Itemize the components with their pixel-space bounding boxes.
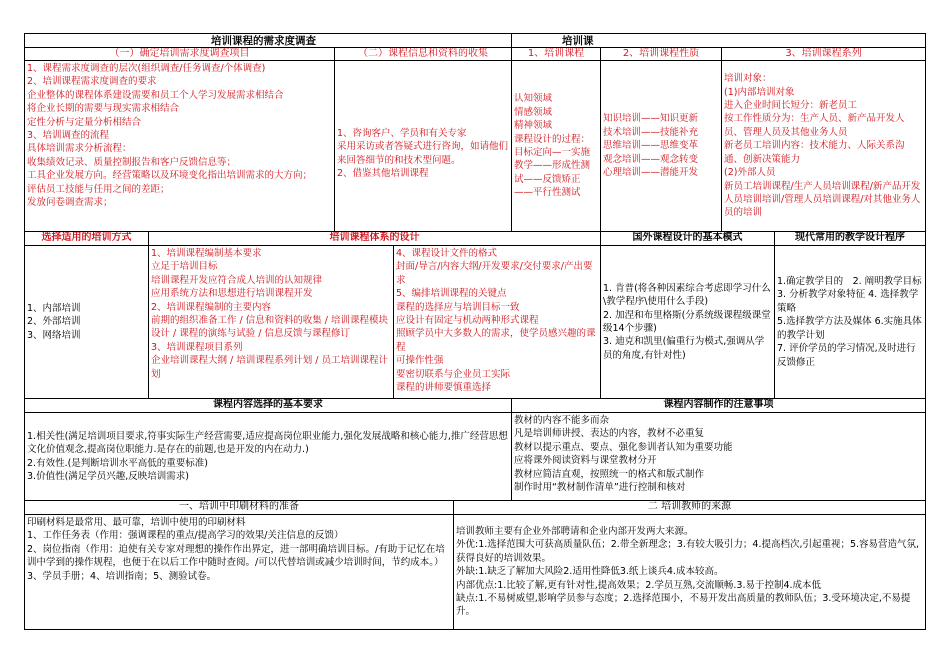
course-content <box>511 60 601 232</box>
series-item: (2)外部人员 <box>724 167 776 179</box>
nature-item: 技术培训——技能补充 <box>603 126 699 138</box>
method-item: 1、内部培训 <box>27 302 81 314</box>
subheader-needs-items: （一）确定培训需求度调查项目 <box>24 47 335 61</box>
series-content <box>721 60 926 232</box>
series-item: 新员工培训课程/生产人员培训课程/新产品开发人员培训培训/管理人员培训课程/对其他业务人员的培训 <box>724 180 921 219</box>
print-item: 印刷材料是最常用、最可靠，培训中使用的印刷材料 <box>27 517 246 528</box>
needs-item: 3、培训调查的流程 <box>27 130 110 142</box>
teachers-item: 外缺:1.缺乏了解加大风险2.适用性降低3.纸上谈兵4.成本较高。 <box>456 566 724 578</box>
notes-item: 制作时用“教材制作清单”进行控制和核对 <box>514 482 686 494</box>
course-item: 精神领域 <box>514 120 553 132</box>
teachers-item: 缺点:1.不易树威望,影响学员参与态度；2.选择范围小，不易开发出高质量的教师队伍；3.受环境决定,不易提升。 <box>456 593 911 618</box>
print-item: 3、学员手册；4、培训指南；5、测验试卷。 <box>27 570 217 582</box>
needs-item: 工具企业发展方向。经营策略以及环境变化指出培训需求的大方向； <box>27 170 313 182</box>
system-right-item: 封面/导言/内容大纲/开发要求/交付要求/产出要求 <box>396 261 593 286</box>
subheader-course: 1、培训课程 <box>511 47 601 61</box>
modern-item: 7. 评价学员的学习情况,及时进行反馈修正 <box>777 343 916 368</box>
nature-item: 观念培训——观念转变 <box>603 153 699 165</box>
foreign-item: 1. 肯普(将各种因素综合考虑即学习什么\教学程序\使用什么手段) <box>603 282 771 308</box>
foreign-item: 3. 迪克和凯里(偏重行为模式,强调从学员的角度,有针对性) <box>603 336 765 361</box>
needs-item: 定性分析与定量分析相结合 <box>27 116 142 128</box>
course-item: 课程设计的过程：目标定向—一实施教学——形成性测试——反馈矫正——平行性测试 <box>514 133 591 199</box>
header-modern-procedure: 现代常用的教学设计程序 <box>774 231 926 246</box>
needs-item: 具体培训需求分析流程： <box>27 143 132 155</box>
needs-items-content <box>24 60 335 232</box>
system-left-item: 企业培训课程大纲 / 培训课程系列计划 / 员工培训课程计划 <box>151 355 388 380</box>
title-training-course <box>511 33 926 48</box>
system-right-item: 4、课程设计文件的格式 <box>396 248 498 259</box>
method-item: 3、网络培训 <box>27 329 81 341</box>
needs-item: 1、课程需求度调查的层次(组织调查/任务调查/个体调查) <box>27 63 266 74</box>
needs-item: 发放问卷调查需求； <box>27 197 113 209</box>
system-left-item: 培训课程开发应符合成人培训的认知规律 <box>151 274 323 286</box>
modern-item: 5.选择教学方法及媒体 6.实施具体的教学计划 <box>777 316 922 341</box>
series-item: 按工作性质分为：生产人员、新产品开发人员、管理人员及其他业务人员 <box>724 113 905 138</box>
collect-item: 采用采访或者答疑式进行咨询，如请他们来回答细节的和技术型问题。 <box>337 141 509 166</box>
subheader-series: 3、培训课程系列 <box>721 47 926 61</box>
foreign-content <box>600 245 775 399</box>
system-right-content <box>393 245 601 399</box>
series-item: 进入企业时间长短分：新老员工 <box>724 100 858 112</box>
system-right-item: 课程的选择应与培训目标一致 <box>396 301 520 313</box>
system-left-item: 前期的组织准备工作 / 信息和资料的收集 / 培训课程模块设计 / 课程的演练与试验 / 信息反馈与课程修订 <box>151 315 388 340</box>
system-left-item: 立足于培训目标 <box>151 261 218 273</box>
title-needs-survey <box>24 33 512 48</box>
system-right-item: 可操作性强 <box>396 355 444 367</box>
print-content <box>24 514 454 630</box>
modern-item: 3. 分析教学对象特征 4. 选择教学策略 <box>777 289 919 314</box>
course-item: 认知领域 <box>514 93 553 105</box>
header-teacher-sources: 二 培训教师的来源 <box>453 500 926 515</box>
collect-content <box>334 60 512 232</box>
header-production-notes: 课程内容制作的注意事项 <box>511 398 926 413</box>
header-course-system: 培训课程体系的设计 <box>148 231 601 246</box>
header-print-materials: 一、培训中印刷材料的准备 <box>24 500 454 515</box>
course-item: 情感领域 <box>514 106 553 118</box>
system-left-item: 3、培训课程项目系列 <box>151 341 243 353</box>
subheader-nature: 2、培训课程性质 <box>600 47 722 61</box>
foreign-item: 2. 加涅和布里格斯(分系统级课程级课堂级14个步骤) <box>603 309 771 334</box>
system-right-item: 课程的讲师要慎重选择 <box>396 382 492 394</box>
print-item: 1、工作任务表（作用：强调课程的重点/提高学习的效果/关注信息的反馈） <box>27 530 344 542</box>
notes-content <box>511 412 926 501</box>
notes-item: 凡是培训师讲授、表达的内容，教材不必重复 <box>514 428 705 440</box>
system-left-content <box>148 245 394 399</box>
system-right-item: 要密切联系与企业员工实际 <box>396 368 511 380</box>
system-left-item: 1、培训课程编制基本要求 <box>151 248 262 259</box>
system-left-item: 2、培训课程编制的主要内容 <box>151 301 272 313</box>
subheader-collect: （二）课程信息和资料的收集 <box>334 47 512 61</box>
title-training-course-text: 培训课 <box>562 35 594 47</box>
system-right-item: 5、编排培训课程的关键点 <box>396 288 507 300</box>
methods-content <box>24 245 149 399</box>
basic-item: 3.价值性(满足学员兴趣,反映培训需求) <box>27 470 189 482</box>
teachers-item: 内部优点:1.比较了解,更有针对性,提高效果；2.学员互熟,交流顺畅.3.易于控制4.成本低 <box>456 579 822 591</box>
basic-item: 2.有效性.(是判断培训水平高低的重要标准) <box>27 457 208 469</box>
needs-item: 企业整体的课程体系建设需要和员工个人学习发展需求相结合 <box>27 89 284 101</box>
system-right-item: 照顾学员中大多数人的需求，使学员感兴趣的课程 <box>396 328 596 353</box>
series-item: 培训对象： <box>724 73 772 85</box>
notes-item: 教材应简洁直观，按照统一的格式和版式制作 <box>514 468 705 480</box>
nature-content <box>600 60 722 232</box>
needs-item: 将企业长期的需要与现实需求相结合 <box>27 103 180 115</box>
teachers-item: 外优:1.选择范围大可获高质量队伍；2.带全新理念；3.有较大吸引力；4.提高档次,引起重视；5.容易营造气氛,获得良好的培训效果。 <box>456 539 920 564</box>
system-left-item: 应用系统方法和思想进行培训课程开发 <box>151 288 313 300</box>
teachers-content <box>453 514 926 630</box>
nature-item: 心理培训——潜能开发 <box>603 167 699 179</box>
title-needs-survey-text: 培训课程的需求度调查 <box>211 35 316 47</box>
series-item: (1)内部培训对象 <box>724 86 795 98</box>
notes-item: 教材的内容不能多而杂 <box>514 415 610 426</box>
basic-content <box>24 412 512 501</box>
system-right-item: 应设计有固定与机动两种形式课程 <box>396 315 539 327</box>
nature-item: 知识培训——知识更新 <box>603 113 699 125</box>
basic-item: 1.相关性(满足培训项目要求,符事实际生产经营需要,适应提高岗位职业能力,强化发展战略和核心能力,推广经营思想文化价值观念,提高岗位职能力.是存在的前题,也是开发的内在动力.) <box>27 430 508 456</box>
collect-item: 1、咨询客户、学员和有关专家 <box>337 127 467 139</box>
modern-item: 1.确定教学目的 2. 阐明教学目标 <box>777 276 922 288</box>
notes-item: 教材以提示重点、要点、强化参训者认知为重要功能 <box>514 441 733 453</box>
teachers-item: 培训教师主要有企业外部聘请和企业内部开发两大来源。 <box>456 526 694 537</box>
nature-item: 思维培训——思维变革 <box>603 140 699 152</box>
needs-item: 收集绩效记录、质量控制报告和客户反馈信息等； <box>27 156 237 168</box>
notes-item: 应将课外阅读资料与课堂教材分开 <box>514 455 657 467</box>
series-item: 新老员工培训内容：技术能力、人际关系沟通、创新决策能力 <box>724 140 905 165</box>
needs-item: 评估员工技能与任用之间的差距； <box>27 183 170 195</box>
header-basic-requirements: 课程内容选择的基本要求 <box>24 398 512 413</box>
print-item: 2、岗位指南（作用：迫使有关专家对理想的操作作出界定，进一部明确培训目标。/有助于记忆在培训中学到的操作规程，也便于在以后工作中随时查阅。/可以代替培训或减少培训时间，节约成本。） <box>27 543 445 569</box>
header-foreign-models: 国外课程设计的基本模式 <box>600 231 775 246</box>
collect-item: 2、借鉴其他培训课程 <box>337 167 429 179</box>
method-item: 2、外部培训 <box>27 316 81 328</box>
modern-content <box>774 245 926 399</box>
header-training-method: 选择适用的培训方式 <box>24 231 149 246</box>
needs-item: 2、培训课程需求度调查的要求 <box>27 76 157 88</box>
